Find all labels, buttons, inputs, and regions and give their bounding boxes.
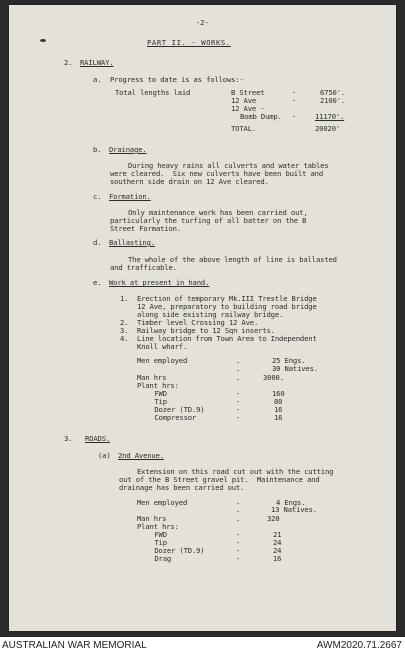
subsection-label: d. <box>93 238 102 247</box>
section-heading: ROADS. <box>85 434 111 443</box>
stat-value: 16 <box>274 405 283 414</box>
stat-label: Plant hrs: <box>137 522 179 531</box>
stat-value: 4 Engs. <box>276 498 306 507</box>
table-cell-dash: - <box>292 88 297 97</box>
stat-value: 160 <box>272 389 285 398</box>
stat-dash: - <box>236 397 241 406</box>
subsection-heading: Formation. <box>109 192 151 201</box>
table-cell-name: B Street <box>231 88 265 97</box>
punch-mark <box>40 39 46 42</box>
stat-label: Compressor <box>146 413 197 422</box>
stat-dash: - <box>236 405 241 414</box>
stat-label: Dozer (TD.9) <box>146 405 205 414</box>
total-value: 20020' <box>315 124 341 133</box>
stat-dash: - <box>236 389 241 398</box>
paragraph-line: were cleared. Six new culverts have been built and <box>110 169 324 178</box>
table-cell-value: 11170'. <box>315 112 345 121</box>
list-item-line: along side existing railway bridge. <box>137 310 284 319</box>
footer-source: AUSTRALIAN WAR MEMORIAL <box>2 640 147 651</box>
paragraph-line: drainage has been carried out. <box>119 483 245 492</box>
stat-label: Plant hrs: <box>137 381 179 390</box>
stat-value: 320 <box>267 514 280 523</box>
stat-value: 21 <box>273 530 282 539</box>
list-item-line: Line location from Town Area to Independent <box>137 334 317 343</box>
list-item-line: Railway bridge to 12 Sqn inserts. <box>137 326 275 335</box>
stat-value: 80 <box>274 397 283 406</box>
table-cell-value: 6750'. <box>320 88 346 97</box>
subsection-label: e. <box>93 278 102 287</box>
stat-label: FWD <box>146 389 167 398</box>
paragraph-line: The whole of the above length of line is ballasted <box>128 255 337 264</box>
table-cell-name: 12 Ave - <box>231 104 265 113</box>
paragraph-line: Only maintenance work has been carried out, <box>128 208 308 217</box>
stat-label: Man hrs <box>137 373 167 382</box>
section-number: 3. <box>64 434 73 443</box>
part-heading: PART II. - WORKS. <box>147 38 231 47</box>
stat-value: 13 Natives. <box>271 505 317 514</box>
section-number: 2. <box>64 58 73 67</box>
stat-dash: - <box>236 358 241 367</box>
stat-dash: - <box>236 538 241 547</box>
list-number: 4. <box>120 334 129 343</box>
stat-label: Tip <box>146 397 167 406</box>
subsection-label: (a) <box>98 451 111 460</box>
list-item-line: Knoll wharf. <box>137 342 188 351</box>
list-number: 3. <box>120 326 129 335</box>
subsection-label: b. <box>93 145 102 154</box>
stat-value: 16 <box>274 413 283 422</box>
paragraph-line: During heavy rains all culverts and water tables <box>128 161 329 170</box>
paragraph-line: out of the B Street gravel pit. Maintenance and <box>119 475 320 484</box>
subsection-heading: 2nd Avenue. <box>118 451 164 460</box>
stat-dash: - <box>236 499 241 508</box>
paragraph-line: Street Formation. <box>110 224 182 233</box>
stat-label: Drag <box>146 554 172 563</box>
page-number: -2- <box>196 18 209 27</box>
stat-label: Men employed <box>137 498 188 507</box>
stat-dash: - <box>236 366 241 375</box>
list-item-line: 12 Ave, preparatory to building road bridge <box>137 302 317 311</box>
list-number: 1. <box>120 294 129 303</box>
list-number: 2. <box>120 318 129 327</box>
stat-value: 16 <box>273 554 282 563</box>
table-cell-name: 12 Ave <box>231 96 257 105</box>
stat-dash: - <box>236 375 241 384</box>
table-cell-dash: - <box>292 112 297 121</box>
stat-label: FWD <box>146 530 167 539</box>
stat-value: 24 <box>273 538 282 547</box>
paragraph-line: and trafficable. <box>110 263 177 272</box>
stat-value: 24 <box>273 546 282 555</box>
footer-accession: AWM2020.71.2667 <box>316 640 402 651</box>
subsection-heading: Drainage. <box>109 145 147 154</box>
stat-label: Tip <box>146 538 167 547</box>
stat-dash: - <box>236 554 241 563</box>
subsection-label: c. <box>93 192 102 201</box>
stat-dash: - <box>236 546 241 555</box>
subsection-heading: Ballasting. <box>109 238 155 247</box>
stat-value: 3000. <box>263 373 284 382</box>
list-item-line: Timber level Crossing 12 Ave. <box>137 318 259 327</box>
paragraph-line: particularly the turfing of all batter on the B <box>110 216 307 225</box>
stat-label: Men employed <box>137 356 188 365</box>
stat-label: Man hrs <box>137 514 167 523</box>
footer-bar <box>0 637 405 653</box>
subsection-label: a. <box>93 75 102 84</box>
stat-dash: - <box>236 413 241 422</box>
stat-dash: - <box>236 516 241 525</box>
paragraph-line: southern side drain on 12 Ave cleared. <box>110 177 269 186</box>
subsection-heading: Work at present in hand. <box>109 278 210 287</box>
progress-intro: Progress to date is as follows:- <box>110 75 244 84</box>
stat-dash: - <box>236 507 241 516</box>
stat-label: Dozer (TD.9) <box>146 546 205 555</box>
table-cell-value: 2100'. <box>320 96 346 105</box>
total-label: TOTAL. <box>231 124 257 133</box>
table-cell-dash: - <box>292 96 297 105</box>
paragraph-line: Extension on this road cut out with the cutting <box>137 467 334 476</box>
stat-value: 25 Engs. <box>272 356 306 365</box>
total-lengths-label: Total lengths laid <box>115 88 191 97</box>
table-cell-name: Bomb Dump. <box>240 112 282 121</box>
stat-value: 30 Natives. <box>272 364 318 373</box>
stat-dash: - <box>236 530 241 539</box>
list-item-line: Erection of temporary Mk.III Trestle Bridge <box>137 294 317 303</box>
section-heading: RAILWAY. <box>80 58 114 67</box>
